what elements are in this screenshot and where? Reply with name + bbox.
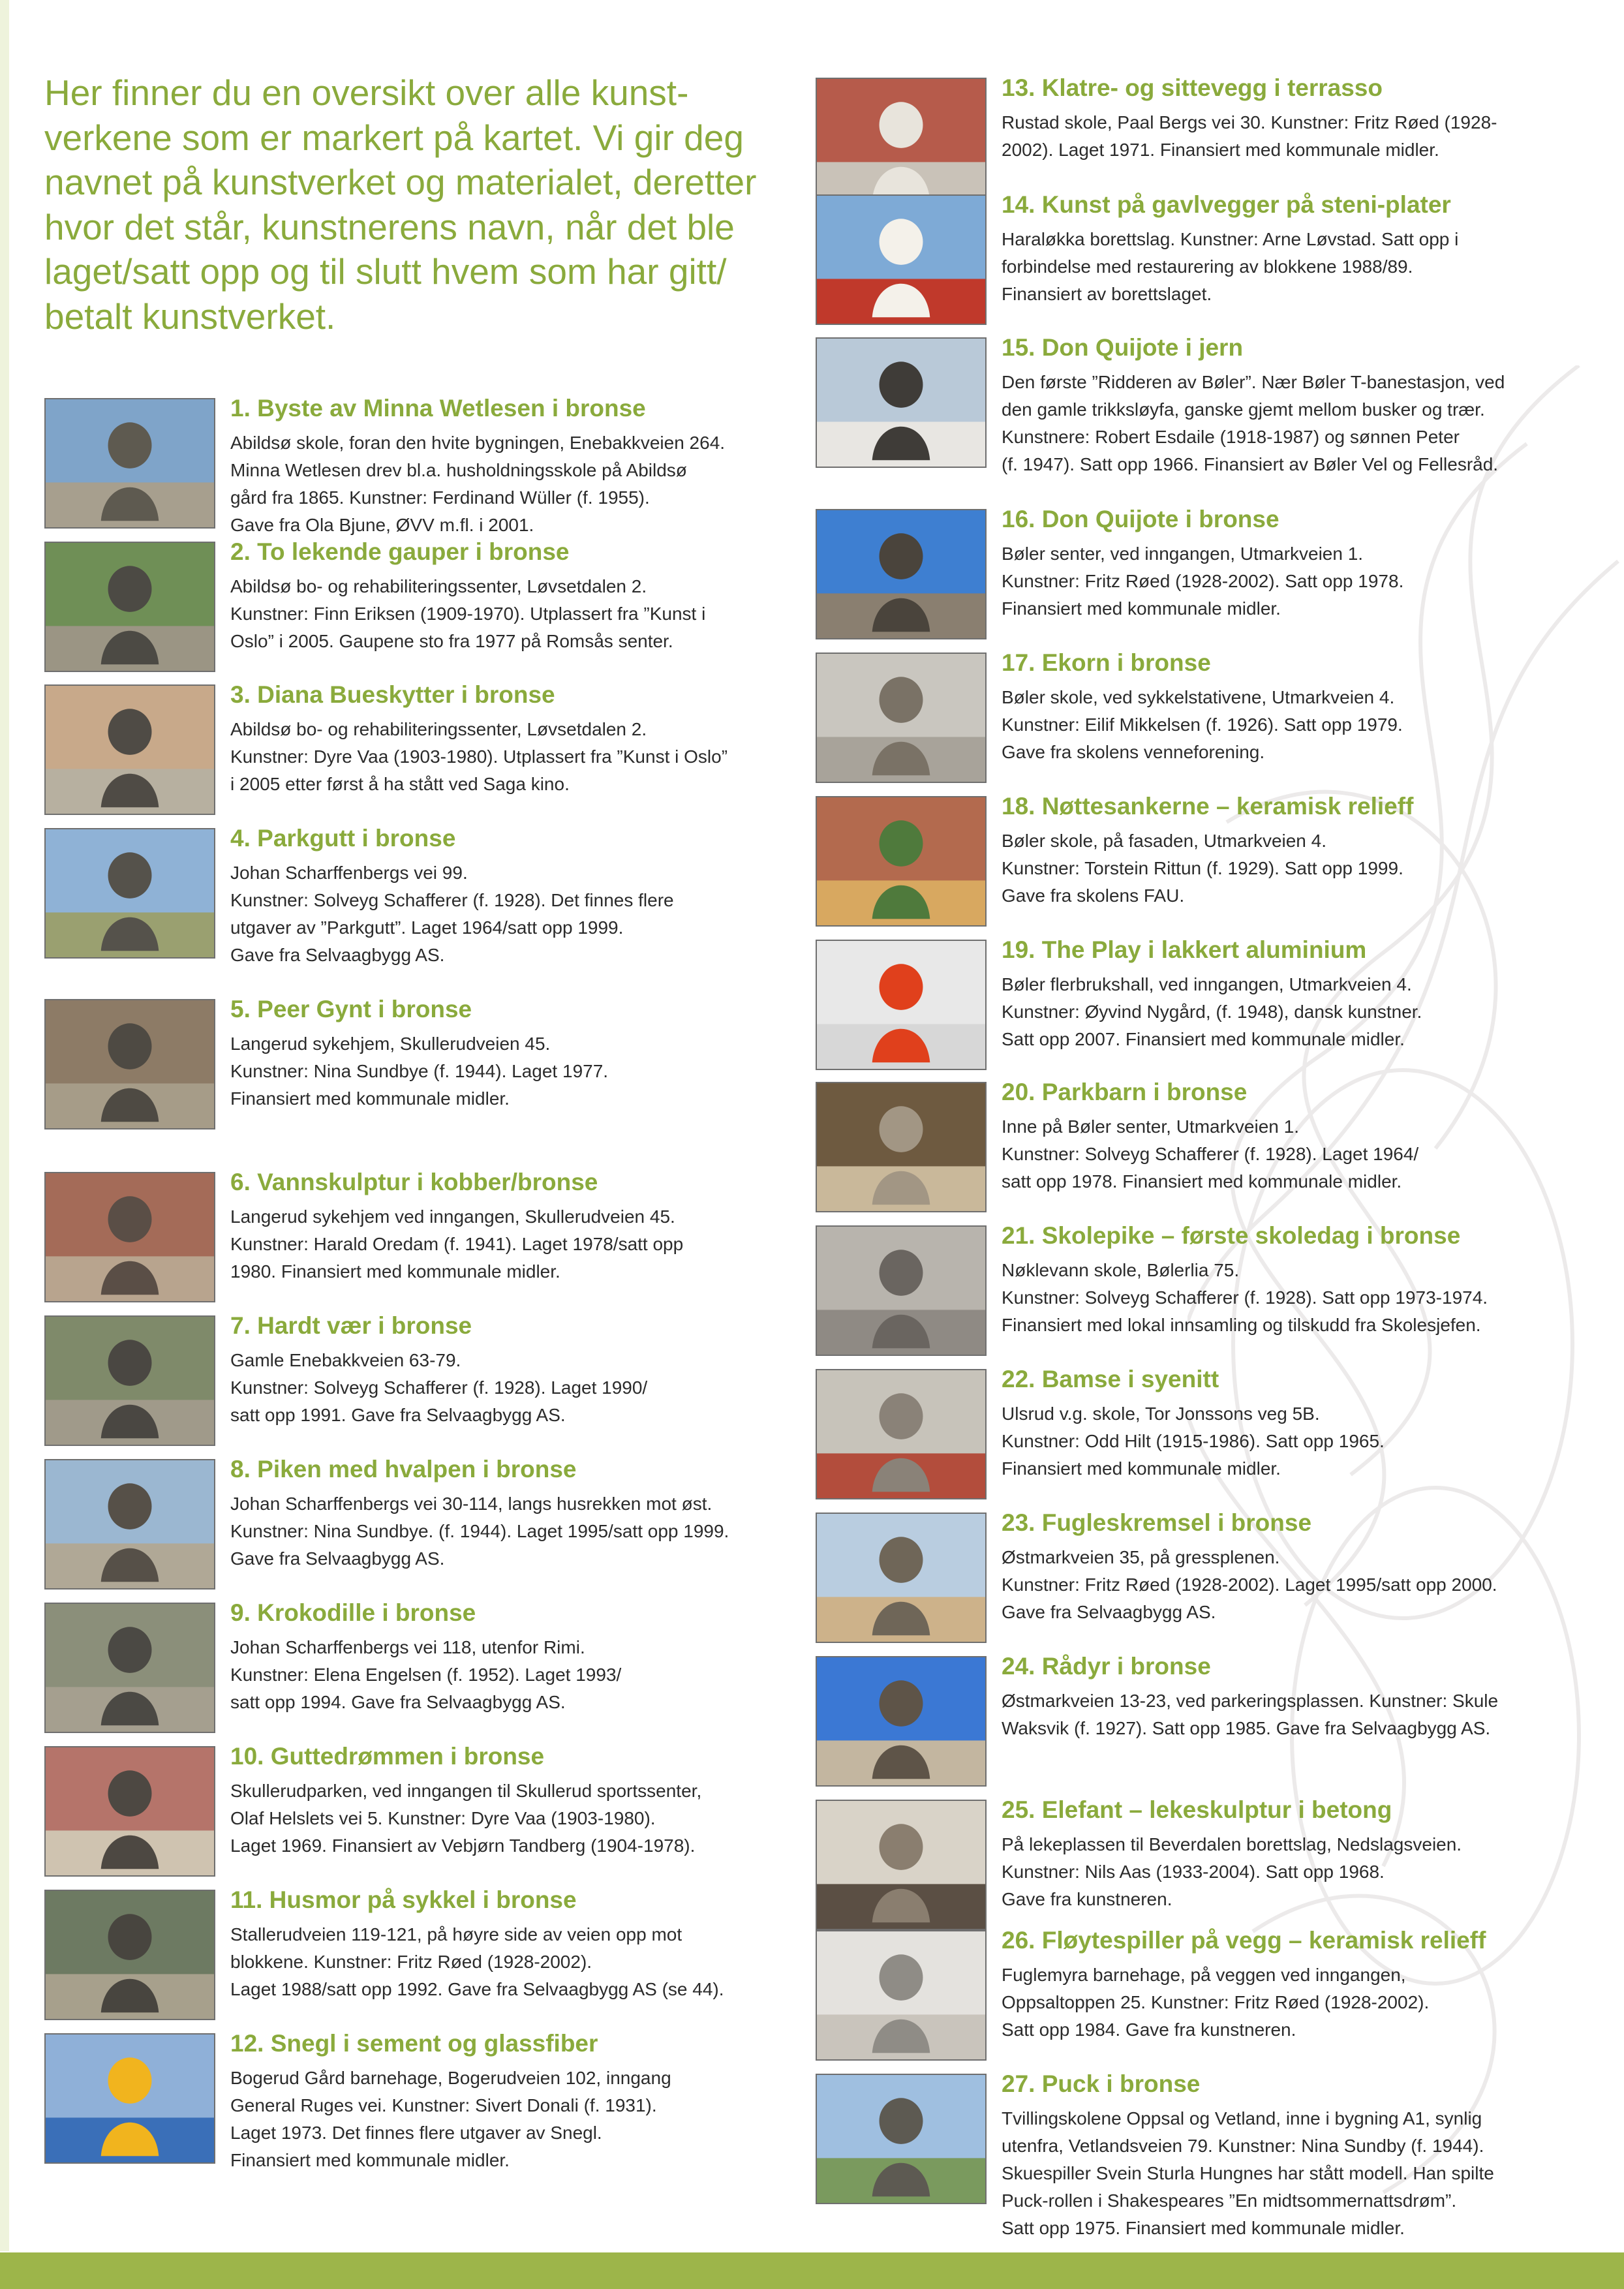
artwork-description [230, 573, 804, 655]
description-line: Puck-rollen i Shakespeares ”En midtsommernattsdrøm”. [1002, 2190, 1457, 2211]
lynx-photo [44, 542, 215, 672]
artwork-title: 8. Piken med hvalpen i bronse [230, 1456, 577, 1482]
description-line: Minna Wetlesen drev bl.a. husholdningsskole på Abildsø [230, 460, 687, 480]
description-line: gård fra 1865. Kunstner: Ferdinand Wüller (f. 1955). [230, 487, 650, 508]
artwork-entry [44, 995, 795, 1137]
artwork-title: 11. Husmor på sykkel i bronse [230, 1886, 577, 1913]
description-line: blokkene. Kunstner: Fritz Røed (1928-2002). [230, 1952, 592, 1972]
artwork-description [230, 859, 804, 969]
artwork-entry [816, 1652, 1572, 1794]
artwork-description [1002, 2105, 1576, 2242]
artwork-title: 22. Bamse i syenitt [1002, 1366, 1219, 1392]
artwork-title: 7. Hardt vær i bronse [230, 1312, 472, 1339]
description-line: Gave fra Selvaagbygg AS. [230, 1548, 445, 1569]
description-line: Kunstner: Nina Sundbye. (f. 1944). Laget 1995/satt opp 1999. [230, 1521, 729, 1541]
description-line: Kunstner: Eilif Mikkelsen (f. 1926). Satt opp 1979. [1002, 714, 1403, 735]
description-line: Waksvik (f. 1927). Satt opp 1985. Gave fra Selvaagbygg AS. [1002, 1718, 1491, 1738]
intro-line: verkene som er markert på kartet. Vi gir deg [44, 117, 744, 158]
description-line: På lekeplassen til Beverdalen borettslag, Nedslagsveien. [1002, 1834, 1462, 1854]
artwork-title: 23. Fugleskremsel i bronse [1002, 1509, 1312, 1536]
archer-photo [44, 684, 215, 815]
description-line: Finansiert av borettslaget. [1002, 284, 1212, 304]
artwork-entry [44, 1455, 795, 1597]
schoolgirl-photo [816, 1225, 987, 1356]
artwork-entry [816, 2070, 1572, 2238]
description-line: Gave fra Selvaagbygg AS. [230, 945, 445, 965]
description-line: Kunstnere: Robert Esdaile (1918-1987) og sønnen Peter [1002, 427, 1460, 447]
artwork-description [1002, 1831, 1576, 1913]
artwork-description [230, 1490, 804, 1573]
intro-line: hvor det står, kunstnerens navn, når det ble [44, 206, 735, 247]
artwork-entry [816, 191, 1572, 333]
description-line: Kunstner: Nils Aas (1933-2004). Satt opp 1968. [1002, 1862, 1385, 1882]
description-line: Oppsaltoppen 25. Kunstner: Fritz Røed (1928-2002). [1002, 1992, 1430, 2012]
description-line: Nøklevann skole, Bølerlia 75. [1002, 1260, 1240, 1280]
description-line: Johan Scharffenbergs vei 118, utenfor Rimi. [230, 1637, 585, 1657]
artwork-title: 3. Diana Bueskytter i bronse [230, 681, 555, 708]
scarecrow-photo [816, 1513, 987, 1643]
description-line: Kunstner: Finn Eriksen (1909-1970). Utplassert fra ”Kunst i [230, 604, 706, 624]
cyclist-photo [44, 1890, 215, 2020]
description-line: Kunstner: Solveyg Schafferer (f. 1928). Det finnes flere [230, 890, 674, 910]
artwork-title: 18. Nøttesankerne – keramisk relieff [1002, 793, 1414, 820]
bust-photo [44, 398, 215, 529]
artwork-title: 15. Don Quijote i jern [1002, 334, 1244, 361]
description-line: den gamle trikksløyfa, ganske gjemt mellom busker og trær. [1002, 399, 1485, 420]
description-line: Gave fra skolens venneforening. [1002, 742, 1265, 762]
artwork-description [1002, 1961, 1576, 2044]
artwork-title: 20. Parkbarn i bronse [1002, 1079, 1248, 1105]
description-line: Finansiert med lokal innsamling og tilskudd fra Skolesjefen. [1002, 1315, 1481, 1335]
artwork-description [1002, 1113, 1576, 1195]
description-line: Haraløkka borettslag. Kunstner: Arne Løvstad. Satt opp i [1002, 229, 1459, 249]
artwork-entry [44, 1599, 795, 1741]
artwork-description [230, 1030, 804, 1113]
artwork-description [1002, 1400, 1576, 1482]
artwork-title: 19. The Play i lakkert aluminium [1002, 936, 1367, 963]
bear-photo [816, 1369, 987, 1499]
artwork-title: 14. Kunst på gavlvegger på steni-plater [1002, 191, 1451, 218]
description-line: Ulsrud v.g. skole, Tor Jonssons veg 5B. [1002, 1404, 1320, 1424]
description-line: Langerud sykehjem ved inngangen, Skullerudveien 45. [230, 1206, 675, 1227]
description-line: Den første ”Ridderen av Bøler”. Nær Bøler T-banestasjon, ved [1002, 372, 1505, 392]
intro-line: Her finner du en oversikt over alle kunst- [44, 72, 689, 113]
artwork-entry [816, 1365, 1572, 1507]
description-line: Kunstner: Solveyg Schafferer (f. 1928). Satt opp 1973-1974. [1002, 1287, 1488, 1308]
description-line: Bøler skole, på fasaden, Utmarkveien 4. [1002, 831, 1327, 851]
artwork-entry [816, 792, 1572, 934]
description-line: Tvillingskolene Oppsal og Vetland, inne i bygning A1, synlig [1002, 2108, 1482, 2128]
artwork-description [1002, 109, 1576, 164]
description-line: Kunstner: Øyvind Nygård, (f. 1948), dansk kunstner. [1002, 1002, 1422, 1022]
left-margin-strip [0, 0, 9, 2251]
artwork-title: 6. Vannskulptur i kobber/bronse [230, 1169, 598, 1195]
description-line: Johan Scharffenbergs vei 30-114, langs husrekken mot øst. [230, 1494, 712, 1514]
boy-photo [44, 828, 215, 959]
description-line: Satt opp 2007. Finansiert med kommunale midler. [1002, 1029, 1405, 1049]
iron-quijote-photo [816, 337, 987, 468]
description-line: Abildsø skole, foran den hvite bygningen, Enebakkveien 264. [230, 433, 726, 453]
artwork-description [230, 1634, 804, 1716]
intro-line: laget/satt opp og til slutt hvem som har gitt/ [44, 251, 727, 292]
artwork-entry [816, 649, 1572, 791]
girl-puppy-photo [44, 1459, 215, 1590]
description-line: satt opp 1978. Finansiert med kommunale midler. [1002, 1171, 1402, 1191]
weather-photo [44, 1315, 215, 1446]
artwork-entry [44, 1742, 795, 1884]
artwork-description [1002, 540, 1576, 622]
description-line: Østmarkveien 13-23, ved parkeringsplassen. Kunstner: Skule [1002, 1691, 1499, 1711]
artwork-title: 9. Krokodille i bronse [230, 1599, 476, 1626]
bronze-quijote-photo [816, 509, 987, 639]
description-line: 1980. Finansiert med kommunale midler. [230, 1261, 560, 1282]
artwork-entry [44, 538, 795, 680]
artwork-title: 24. Rådyr i bronse [1002, 1653, 1211, 1680]
artwork-description [1002, 1687, 1576, 1742]
artwork-title: 4. Parkgutt i bronse [230, 825, 456, 852]
snail-photo [44, 2033, 215, 2164]
description-line: Satt opp 1975. Finansiert med kommunale midler. [1002, 2218, 1405, 2238]
artwork-entry [816, 1078, 1572, 1220]
description-line: Gave fra Ola Bjune, ØVV m.fl. i 2001. [230, 515, 534, 535]
climbing-wall-photo [816, 78, 987, 208]
artwork-title: 25. Elefant – lekeskulptur i betong [1002, 1796, 1392, 1823]
description-line: Finansiert med kommunale midler. [1002, 1458, 1281, 1479]
description-line: Johan Scharffenbergs vei 99. [230, 863, 468, 883]
artwork-entry [816, 333, 1572, 476]
deer-photo [816, 1656, 987, 1787]
artwork-description [1002, 226, 1576, 308]
artwork-description [230, 429, 804, 539]
description-line: Kunstner: Harald Oredam (f. 1941). Laget 1978/satt opp [230, 1234, 684, 1254]
artwork-description [1002, 1257, 1576, 1339]
description-line: Kunstner: Nina Sundbye (f. 1944). Laget 1977. [230, 1061, 609, 1081]
artwork-title: 21. Skolepike – første skoledag i bronse [1002, 1222, 1461, 1249]
description-line: Kunstner: Solveyg Schafferer (f. 1928). Laget 1964/ [1002, 1144, 1419, 1164]
description-line: satt opp 1991. Gave fra Selvaagbygg AS. [230, 1405, 566, 1425]
description-line: Finansiert med kommunale midler. [230, 1088, 510, 1109]
squirrel-photo [816, 653, 987, 783]
description-line: Gamle Enebakkveien 63-79. [230, 1350, 461, 1370]
artwork-description [230, 1921, 804, 2003]
rider-photo [44, 1746, 215, 1877]
water-sculpture-photo [44, 1172, 215, 1302]
description-line: Satt opp 1984. Gave fra kunstneren. [1002, 2020, 1296, 2040]
artwork-description [1002, 1544, 1576, 1626]
the-play-photo [816, 940, 987, 1070]
artwork-title: 1. Byste av Minna Wetlesen i bronse [230, 395, 646, 422]
artwork-entry [44, 1886, 795, 2028]
peer-gynt-photo [44, 999, 215, 1129]
description-line: Kunstner: Dyre Vaa (1903-1980). Utplassert fra ”Kunst i Oslo” [230, 746, 728, 767]
description-line: Skullerudparken, ved inngangen til Skullerud sportssenter, [230, 1781, 702, 1801]
description-line: Gave fra kunstneren. [1002, 1889, 1172, 1909]
description-line: Bøler skole, ved sykkelstativene, Utmarkveien 4. [1002, 687, 1395, 707]
artwork-entry [816, 1796, 1572, 1938]
description-line: Østmarkveien 35, på gressplenen. [1002, 1547, 1280, 1567]
description-line: Kunstner: Fritz Røed (1928-2002). Satt opp 1978. [1002, 571, 1404, 591]
artwork-entry [816, 1509, 1572, 1651]
artwork-description [230, 1777, 804, 1860]
description-line: Gave fra skolens FAU. [1002, 885, 1185, 906]
description-line: Kunstner: Elena Engelsen (f. 1952). Laget 1993/ [230, 1665, 622, 1685]
description-line: Olaf Helslets vei 5. Kunstner: Dyre Vaa (1903-1980). [230, 1808, 656, 1828]
description-line: utenfra, Vetlandsveien 79. Kunstner: Nina Sundby (f. 1944). [1002, 2136, 1484, 2156]
elephant-photo [816, 1800, 987, 1930]
description-line: Laget 1988/satt opp 1992. Gave fra Selvaagbygg AS (se 44). [230, 1979, 724, 1999]
description-line: Finansiert med kommunale midler. [1002, 598, 1281, 619]
artwork-title: 16. Don Quijote i bronse [1002, 506, 1279, 532]
artwork-title: 26. Fløytespiller på vegg – keramisk relieff [1002, 1927, 1486, 1954]
artwork-description [230, 1347, 804, 1429]
description-line: Skuespiller Svein Sturla Hungnes har stått modell. Han spilte [1002, 2163, 1494, 2183]
bottom-color-band [0, 2252, 1624, 2289]
artwork-title: 2. To lekende gauper i bronse [230, 538, 570, 565]
intro-line: navnet på kunstverket og materialet, deretter [44, 162, 757, 202]
description-line: Fuglemyra barnehage, på veggen ved inngangen, [1002, 1965, 1406, 1985]
description-line: forbindelse med restaurering av blokkene 1988/89. [1002, 256, 1413, 277]
artwork-title: 17. Ekorn i bronse [1002, 649, 1211, 676]
description-line: Laget 1973. Det finnes flere utgaver av Snegl. [230, 2123, 602, 2143]
artwork-entry [44, 394, 795, 536]
artwork-title: 5. Peer Gynt i bronse [230, 996, 472, 1022]
artwork-entry [44, 824, 795, 966]
artwork-entry [44, 681, 795, 823]
description-line: (f. 1947). Satt opp 1966. Finansiert av Bøler Vel og Fellesråd. [1002, 454, 1499, 474]
intro-line: betalt kunstverket. [44, 296, 336, 337]
artwork-entry [816, 1926, 1572, 2068]
description-line: Abildsø bo- og rehabiliteringssenter, Løvsetdalen 2. [230, 576, 647, 596]
artwork-description [230, 2065, 804, 2174]
artwork-entry [44, 1312, 795, 1454]
artwork-description [1002, 827, 1576, 910]
artwork-title: 13. Klatre- og sittevegg i terrasso [1002, 74, 1383, 101]
description-line: Rustad skole, Paal Bergs vei 30. Kunstner: Fritz Røed (1928- [1002, 112, 1497, 132]
description-line: Kunstner: Odd Hilt (1915-1986). Satt opp 1965. [1002, 1431, 1385, 1451]
description-line: Inne på Bøler senter, Utmarkveien 1. [1002, 1116, 1299, 1137]
crocodile-photo [44, 1603, 215, 1733]
description-line: utgaver av ”Parkgutt”. Laget 1964/satt opp 1999. [230, 917, 624, 938]
artwork-description [230, 716, 804, 798]
description-line: Kunstner: Fritz Røed (1928-2002). Laget 1995/satt opp 2000. [1002, 1575, 1497, 1595]
artwork-description [1002, 684, 1576, 766]
flute-player-photo [816, 1930, 987, 2061]
description-line: Laget 1969. Finansiert av Vebjørn Tandberg (1904-1978). [230, 1836, 696, 1856]
description-line: Oslo” i 2005. Gaupene sto fra 1977 på Romsås senter. [230, 631, 673, 651]
intro-text [44, 70, 775, 339]
artwork-entry [816, 936, 1572, 1078]
description-line: i 2005 etter først å ha stått ved Saga kino. [230, 774, 570, 794]
artwork-title: 12. Snegl i sement og glassfiber [230, 2030, 598, 2057]
description-line: Kunstner: Solveyg Schafferer (f. 1928). Laget 1990/ [230, 1377, 648, 1398]
park-child-photo [816, 1082, 987, 1212]
artwork-description [1002, 971, 1576, 1053]
description-line: 2002). Laget 1971. Finansiert med kommunale midler. [1002, 140, 1439, 160]
description-line: Langerud sykehjem, Skullerudveien 45. [230, 1034, 551, 1054]
description-line: Abildsø bo- og rehabiliteringssenter, Løvsetdalen 2. [230, 719, 647, 739]
artwork-description [1002, 369, 1576, 478]
artwork-entry [44, 1168, 795, 1310]
description-line: Finansiert med kommunale midler. [230, 2150, 510, 2170]
description-line: satt opp 1994. Gave fra Selvaagbygg AS. [230, 1692, 566, 1712]
artwork-title: 10. Guttedrømmen i bronse [230, 1743, 545, 1770]
artwork-entry [816, 1221, 1572, 1364]
artwork-title: 27. Puck i bronse [1002, 2070, 1201, 2097]
artwork-entry [816, 505, 1572, 647]
gable-wall-photo [816, 194, 987, 325]
description-line: Stallerudveien 119-121, på høyre side av veien opp mot [230, 1924, 682, 1944]
description-line: Kunstner: Torstein Rittun (f. 1929). Satt opp 1999. [1002, 858, 1403, 878]
description-line: Bogerud Gård barnehage, Bogerudveien 102, inngang [230, 2068, 671, 2088]
artwork-description [230, 1203, 804, 1285]
description-line: Bøler senter, ved inngangen, Utmarkveien 1. [1002, 544, 1364, 564]
description-line: Gave fra Selvaagbygg AS. [1002, 1602, 1216, 1622]
description-line: Bøler flerbrukshall, ved inngangen, Utmarkveien 4. [1002, 974, 1412, 994]
description-line: General Ruges vei. Kunstner: Sivert Donali (f. 1931). [230, 2095, 657, 2115]
ceramic-relief-photo [816, 796, 987, 927]
artwork-entry [44, 2029, 795, 2172]
puck-photo [816, 2074, 987, 2204]
